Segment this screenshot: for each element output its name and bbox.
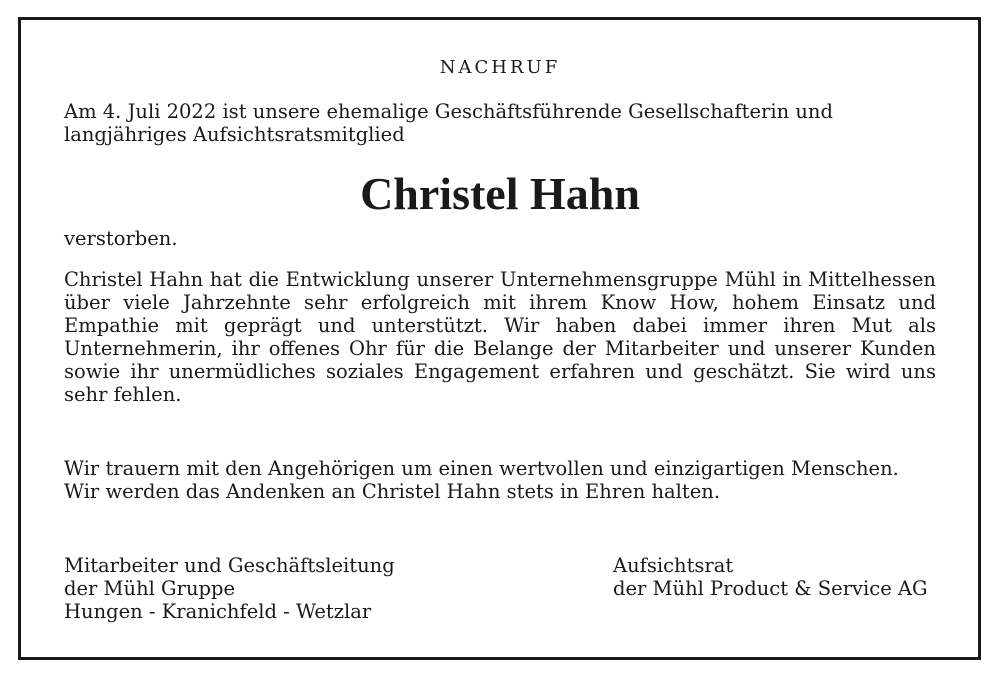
condolence-paragraph bbox=[64, 457, 936, 503]
intro-paragraph bbox=[64, 100, 936, 146]
intro-line: Am 4. Juli 2022 ist unsere ehemalige Geschäftsführende Gesellschafterin und bbox=[64, 100, 833, 123]
signature-staff bbox=[64, 554, 395, 623]
deceased-text: verstorben. bbox=[64, 227, 178, 250]
tribute-paragraph: Christel Hahn hat die Entwicklung unserer Unternehmensgruppe Mühl in Mittelhessen über viele Jahrzehnte sehr erfolgreich mit ihrem Know How, hohem Einsatz und Empathie mit geprägt und unterstützt. Wir haben dabei immer ihren Mut als Unternehmerin, ihr offenes Ohr für die Belange der Mitarbeiter und unserer Kunden sowie ihr unermüdliches soziales Engagement erfahren und geschätzt. Sie wird uns sehr fehlen. bbox=[64, 268, 936, 406]
deceased-name: Christel Hahn bbox=[360, 168, 640, 219]
signature-line: der Mühl Gruppe bbox=[64, 577, 236, 600]
notice-heading: NACHRUF bbox=[439, 57, 561, 78]
signature-board bbox=[613, 554, 928, 600]
condolence-line: Wir werden das Andenken an Christel Hahn stets in Ehren halten. bbox=[64, 480, 721, 503]
signature-line: Aufsichtsrat bbox=[613, 554, 734, 577]
signature-line: Mitarbeiter und Geschäftsleitung bbox=[64, 554, 395, 577]
condolence-line: Wir trauern mit den Angehörigen um einen wertvollen und einzigartigen Menschen. bbox=[64, 457, 899, 480]
intro-line: langjähriges Aufsichtsratsmitglied bbox=[64, 123, 405, 146]
signature-line: der Mühl Product & Service AG bbox=[613, 577, 928, 600]
signature-line: Hungen - Kranichfeld - Wetzlar bbox=[64, 600, 372, 623]
